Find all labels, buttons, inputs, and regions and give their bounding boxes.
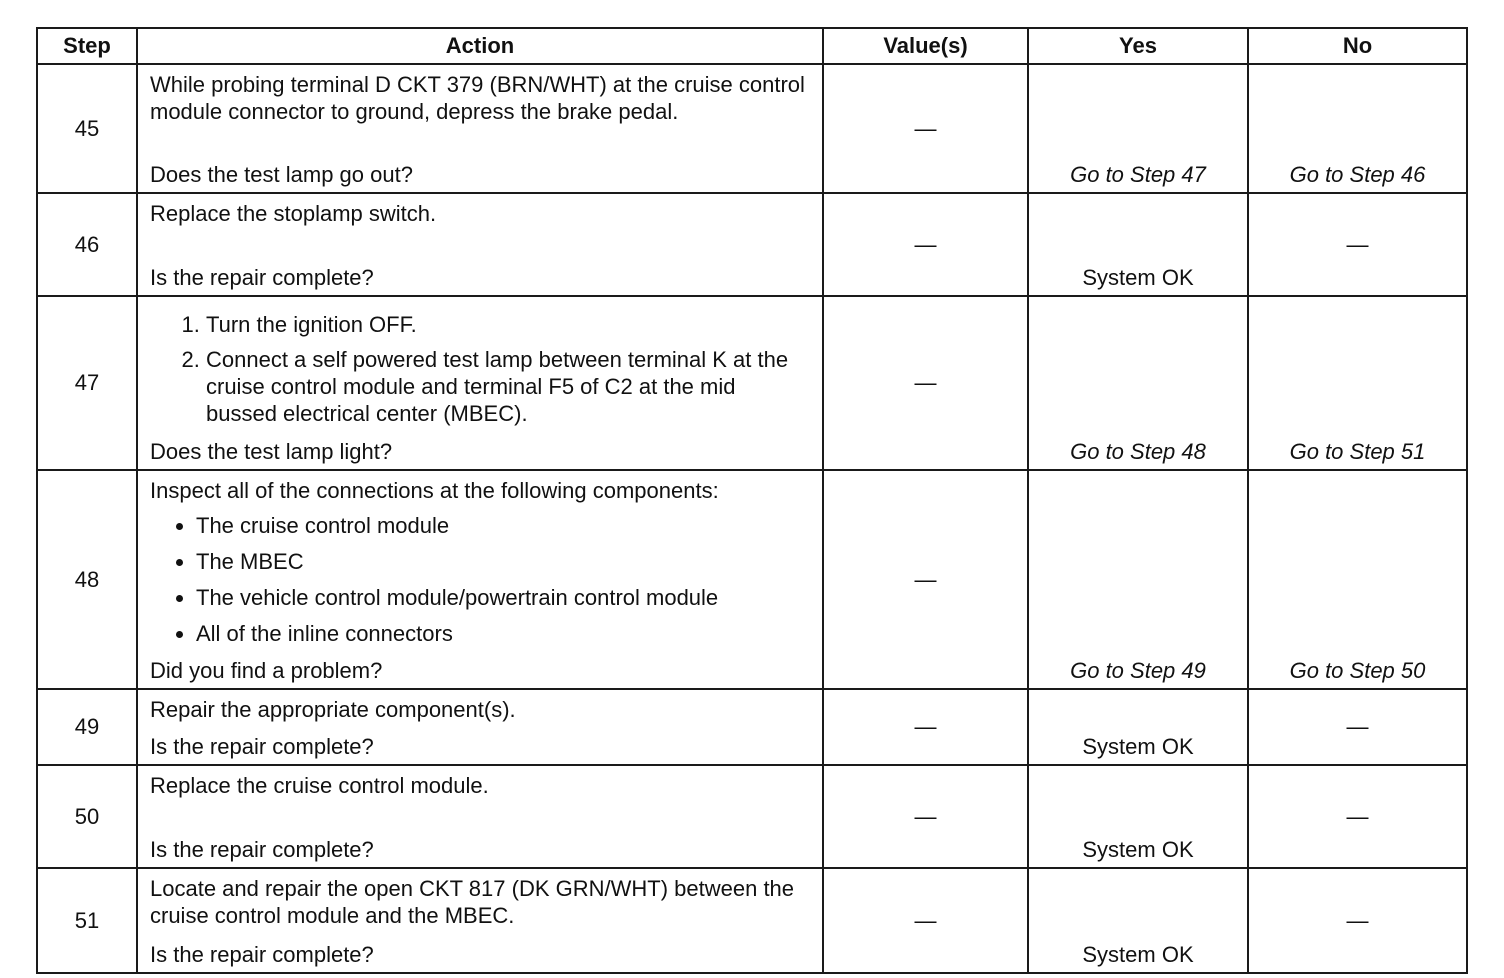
- action-cell: [137, 64, 823, 193]
- step-number: 48: [37, 470, 137, 689]
- question-text: Does the test lamp light?: [150, 439, 393, 464]
- bullet-item: • The vehicle control module/powertrain control module: [196, 584, 810, 611]
- question-text: Does the test lamp go out?: [150, 162, 413, 187]
- action-text: While probing terminal D CKT 379 (BRN/WHT) at the cruise control module connector to ground, depress the brake pedal.: [150, 72, 805, 124]
- yes-result: System OK: [1028, 868, 1248, 973]
- bullet-list: [150, 512, 810, 647]
- table-row: [37, 64, 1467, 193]
- action-text: Inspect all of the connections at the following components:: [150, 478, 719, 503]
- value-cell: —: [823, 64, 1028, 193]
- table-row: [37, 868, 1467, 973]
- table-row: [37, 689, 1467, 765]
- action-cell: [137, 470, 823, 689]
- value-cell: —: [823, 689, 1028, 765]
- step-number: 51: [37, 868, 137, 973]
- header-values: Value(s): [823, 28, 1028, 64]
- table-row: [37, 193, 1467, 296]
- yes-result: Go to Step 47: [1028, 64, 1248, 193]
- value-cell: —: [823, 193, 1028, 296]
- action-cell: [137, 296, 823, 470]
- no-result: Go to Step 50: [1248, 470, 1467, 689]
- yes-result: System OK: [1028, 193, 1248, 296]
- header-no: No: [1248, 28, 1467, 64]
- question-text: Did you find a problem?: [150, 658, 383, 683]
- no-result: Go to Step 46: [1248, 64, 1467, 193]
- bullet-item: • The cruise control module: [196, 512, 810, 539]
- yes-result: System OK: [1028, 765, 1248, 868]
- action-text: Replace the stoplamp switch.: [150, 201, 437, 226]
- yes-result: Go to Step 48: [1028, 296, 1248, 470]
- question-text: Is the repair complete?: [150, 942, 374, 967]
- value-cell: —: [823, 765, 1028, 868]
- step-number: 46: [37, 193, 137, 296]
- numbered-step: 2. Connect a self powered test lamp between terminal K at the cruise control module and terminal F5 of C2 at the mid bussed electrical center (MBEC).: [206, 346, 810, 427]
- no-result: —: [1248, 193, 1467, 296]
- action-cell: [137, 193, 823, 296]
- value-cell: —: [823, 296, 1028, 470]
- yes-result: System OK: [1028, 689, 1248, 765]
- action-cell: [137, 689, 823, 765]
- action-cell: [137, 765, 823, 868]
- header-step: Step: [37, 28, 137, 64]
- question-text: Is the repair complete?: [150, 734, 374, 759]
- no-result: Go to Step 51: [1248, 296, 1467, 470]
- step-number: 50: [37, 765, 137, 868]
- bullet-item: • All of the inline connectors: [196, 620, 810, 647]
- header-row: [37, 28, 1467, 64]
- step-number: 45: [37, 64, 137, 193]
- value-cell: —: [823, 868, 1028, 973]
- question-text: Is the repair complete?: [150, 265, 374, 290]
- table-row: [37, 765, 1467, 868]
- action-text: Repair the appropriate component(s).: [150, 697, 516, 722]
- action-text: Replace the cruise control module.: [150, 773, 489, 798]
- numbered-step: 1. Turn the ignition OFF.: [206, 311, 810, 338]
- no-result: —: [1248, 689, 1467, 765]
- table-row: [37, 296, 1467, 470]
- table-row: [37, 470, 1467, 689]
- diagnostic-table: [36, 27, 1468, 974]
- header-yes: Yes: [1028, 28, 1248, 64]
- bullet-item: • The MBEC: [196, 548, 810, 575]
- no-result: —: [1248, 765, 1467, 868]
- yes-result: Go to Step 49: [1028, 470, 1248, 689]
- step-number: 49: [37, 689, 137, 765]
- action-text: Locate and repair the open CKT 817 (DK GRN/WHT) between the cruise control module and the MBEC.: [150, 876, 795, 928]
- no-result: —: [1248, 868, 1467, 973]
- action-cell: [137, 868, 823, 973]
- numbered-steps: [150, 311, 810, 427]
- header-action: Action: [137, 28, 823, 64]
- question-text: Is the repair complete?: [150, 837, 374, 862]
- value-cell: —: [823, 470, 1028, 689]
- step-number: 47: [37, 296, 137, 470]
